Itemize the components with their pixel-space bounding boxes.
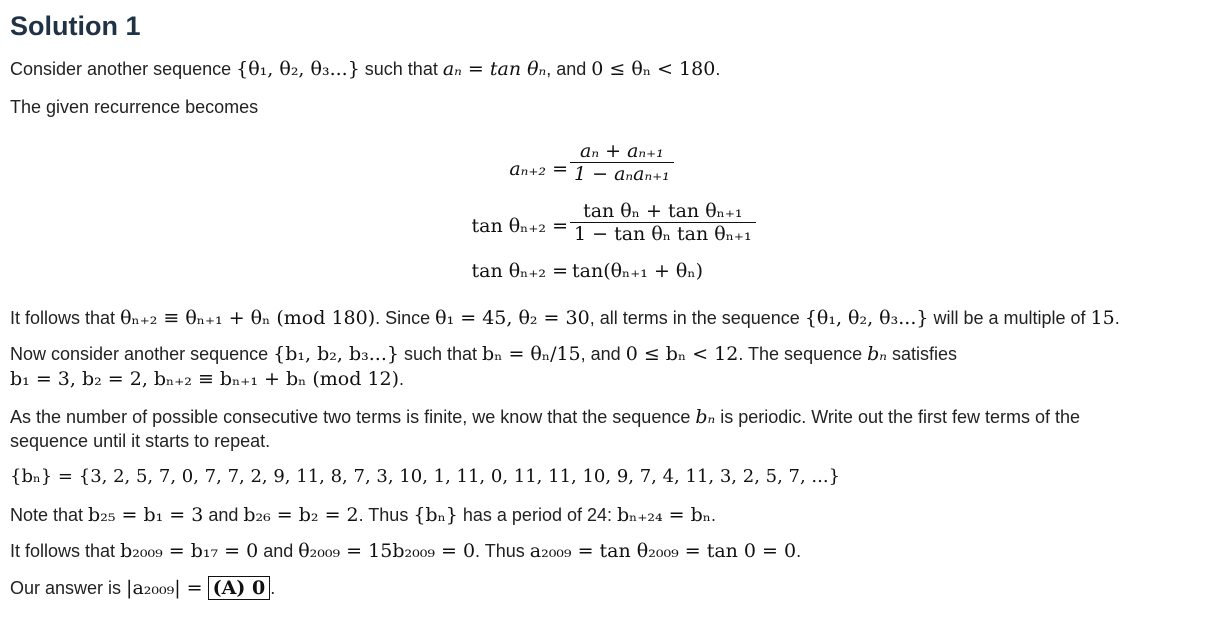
math-theta-sequence: {θ₁, θ₂, θ₃...} <box>236 58 360 80</box>
math-theta-initial: θ₁ = 45, θ₂ = 30 <box>435 307 590 329</box>
paragraph-theta-mod <box>10 307 1120 329</box>
text-segment: , all terms in the sequence <box>589 308 805 328</box>
math-b-sequence: {b₁, b₂, b₃...} <box>273 343 399 365</box>
text-segment: will be a multiple of <box>928 308 1091 328</box>
eq3-lhs: tan θₙ₊₂ = <box>471 260 568 282</box>
math-bn-definition: bₙ = θₙ/15 <box>482 343 581 365</box>
paragraph-periodic-line1 <box>10 406 1080 428</box>
paragraph-recurrence-intro: The given recurrence becomes <box>10 97 259 117</box>
text-segment: . <box>270 578 276 598</box>
math-bn-terms: {bₙ} = {3, 2, 5, 7, 0, 7, 7, 2, 9, 11, 8, 7, 3, 10, 1, 11, 0, 11, 11, 10, 9, 7, 4, 11, 3, 2, 5, 7, ...} <box>10 466 841 487</box>
paragraph-sequence-theta <box>10 58 720 80</box>
math-bn-range: 0 ≤ bₙ < 12 <box>625 343 739 365</box>
paragraph-answer <box>10 577 275 599</box>
text-segment: . The sequence <box>738 344 868 364</box>
text-segment: . Thus <box>475 541 530 561</box>
paragraph-b2009 <box>10 540 801 562</box>
paragraph-periodic-line2: sequence until it starts to repeat. <box>10 431 271 451</box>
text-segment: . <box>711 505 717 525</box>
math-b2009: b₂₀₀₉ = b₁₇ = 0 <box>120 540 259 562</box>
text-segment: such that <box>398 344 483 364</box>
eq1-fraction <box>570 140 674 185</box>
text-segment: satisfies <box>887 344 958 364</box>
text-segment: , and <box>546 59 592 79</box>
paragraph-b-sequence <box>10 343 957 365</box>
text-segment: , and <box>580 344 626 364</box>
answer-box: (A) 0 <box>208 576 271 600</box>
paragraph-b-recurrence <box>10 368 404 390</box>
eq1-denominator: 1 − aₙaₙ₊₁ <box>574 163 670 185</box>
math-theta-range: 0 ≤ θₙ < 180 <box>591 58 716 80</box>
math-b26: b₂₆ = b₂ = 2 <box>243 504 359 526</box>
eq1-numerator: aₙ + aₙ₊₁ <box>570 140 674 163</box>
text-segment: is periodic. Write out the first few terms of the <box>715 407 1081 427</box>
math-abs-a2009: |a₂₀₀₉| = <box>126 577 203 599</box>
math-bn: bₙ <box>695 406 716 428</box>
text-segment: Our answer is <box>10 578 127 598</box>
math-theta-sequence: {θ₁, θ₂, θ₃...} <box>804 307 929 329</box>
text-segment: It follows that <box>10 308 121 328</box>
text-segment: has a period of 24: <box>457 505 617 525</box>
math-an-tan: aₙ = tan θₙ <box>442 58 547 80</box>
math-a2009: a₂₀₀₉ = tan θ₂₀₀₉ = tan 0 = 0 <box>529 540 797 562</box>
math-period-24: bₙ₊₂₄ = bₙ <box>617 504 712 526</box>
eq3-rhs: tan(θₙ₊₁ + θₙ) <box>572 260 703 282</box>
paragraph-period <box>10 504 716 526</box>
math-b-recurrence: b₁ = 3, b₂ = 2, bₙ₊₂ ≡ bₙ₊₁ + bₙ (mod 12) <box>10 368 400 390</box>
eq2-numerator: tan θₙ + tan θₙ₊₁ <box>570 200 756 223</box>
eq2-lhs: tan θₙ₊₂ = <box>471 215 568 237</box>
text-segment: such that <box>359 59 443 79</box>
text-segment: and <box>258 541 299 561</box>
math-bn: bₙ <box>867 343 887 365</box>
math-b25: b₂₅ = b₁ = 3 <box>88 504 204 526</box>
text-segment: . <box>715 59 721 79</box>
text-segment: Note that <box>10 505 89 525</box>
text-segment: and <box>203 505 244 525</box>
text-segment: . <box>1114 308 1120 328</box>
math-theta2009: θ₂₀₀₉ = 15b₂₀₀₉ = 0 <box>298 540 476 562</box>
text-segment: Consider another sequence <box>10 59 237 79</box>
eq2-denominator: 1 − tan θₙ tan θₙ₊₁ <box>574 223 752 245</box>
text-segment: . <box>399 369 405 389</box>
eq1-lhs: aₙ₊₂ = <box>509 158 568 180</box>
text-segment: . <box>796 541 802 561</box>
aligned-equations <box>0 140 1217 290</box>
math-theta-mod-180: θₙ₊₂ ≡ θₙ₊₁ + θₙ (mod 180) <box>120 307 376 329</box>
text-segment: Now consider another sequence <box>10 344 274 364</box>
math-fifteen: 15 <box>1090 307 1115 329</box>
eq2-fraction <box>570 200 756 245</box>
math-bn-set: {bₙ} <box>413 504 458 526</box>
text-segment: As the number of possible consecutive two terms is finite, we know that the sequence <box>10 407 696 427</box>
text-segment: . Thus <box>358 505 414 525</box>
text-segment: It follows that <box>10 541 121 561</box>
solution-title: Solution 1 <box>10 11 141 41</box>
text-segment: . Since <box>375 308 436 328</box>
